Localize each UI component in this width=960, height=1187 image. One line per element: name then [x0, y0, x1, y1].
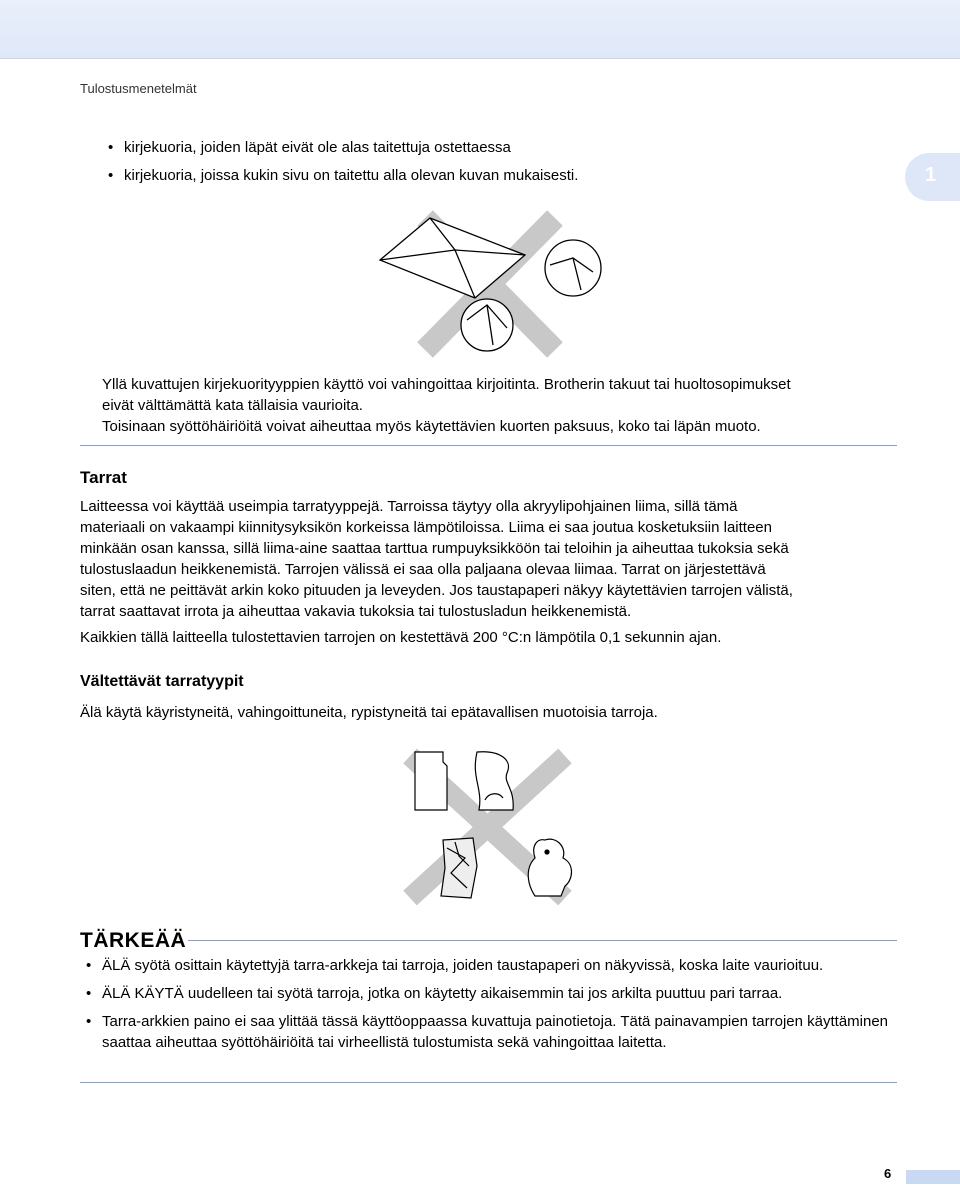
top-header-band	[0, 0, 960, 59]
labels-body: Laitteessa voi käyttää useimpia tarratyyppejä. Tarroissa täytyy olla akryylipohjainen liima, sillä tämä materiaali on vakaampi kiinnitysyksikön korkeissa lämpötiloissa. Liima ei saa joutua kosketuksiin laitteen minkään osan kanssa, sillä liima-aine saattaa tarttua rumpuyksikköön tai teloihin ja aiheuttaa tukoksia sekä tulostuslaadun heikkenemistä. Tarrojen välissä ei saa olla paljaana olevaa liimaa. Tarrat on järjestettävä siten, että ne peittävät arkin koko pituuden ja leveyden. Jos taustapaperi näkyy käytettävien tarrojen välistä, tarrat saattavat irrota ja aiheuttaa vakavia tukoksia tai tulostusladun heikkenemistä.	[80, 498, 793, 620]
important-title: TÄRKEÄÄ	[80, 929, 187, 952]
section-divider	[80, 445, 897, 446]
wrinkled-label-icon	[441, 838, 477, 898]
page-number: 6	[884, 1166, 892, 1181]
envelope-warning: Yllä kuvattujen kirjekuorityyppien käyttö voi vahingoittaa kirjoitinta. Brotherin takuut tai huoltosopimukset eivät välttämättä kata tällaisia vaurioita. Toisinaan syöttöhäiriöitä voivat aiheuttaa myös käytettävien kuorten paksuus, koko tai läpän muoto.	[102, 376, 791, 435]
curled-label-icon	[475, 752, 513, 810]
section-heading-labels: Tarrat	[80, 468, 127, 487]
chapter-tab	[905, 153, 960, 201]
temperature-note: Kaikkien tällä laitteella tulostettavien tarrojen on kestettävä 200 °C:n lämpötila 0,1 sekunnin ajan.	[80, 629, 722, 646]
envelope-icon	[380, 218, 601, 351]
page-tab	[906, 1170, 960, 1184]
list-item: • ÄLÄ KÄYTÄ uudelleen tai syötä tarroja, jotka on käytetty aikaisemmin tai jos arkilta puuttuu pari tarraa.	[86, 983, 896, 1004]
list-item: • ÄLÄ syötä osittain käytettyjä tarra-arkkeja tai tarroja, joiden taustapaperi on näkyvissä, koska laite vaurioituu.	[86, 955, 896, 976]
envelope-bullet-list	[108, 139, 578, 185]
damaged-label-icon	[415, 752, 447, 810]
bad-labels-figure	[395, 748, 585, 908]
list-item: • kirjekuoria, joiden läpät eivät ole alas taitettuja ostettaessa	[108, 139, 578, 157]
important-rule-top	[188, 940, 897, 941]
important-rule-bottom	[80, 1082, 897, 1083]
running-header: Tulostusmenetelmät	[80, 81, 197, 96]
odd-shaped-label-icon	[528, 839, 571, 896]
list-item: • Tarra-arkkien paino ei saa ylittää tässä käyttöoppaassa kuvattuja painotietoja. Tätä painavampien tarrojen käyttäminen saattaa aiheuttaa syöttöhäiriöitä tai virheellistä tulostumista sekä vahingoittaa laitetta.	[86, 1011, 896, 1053]
important-list	[86, 955, 896, 1060]
chapter-number: 1	[925, 164, 937, 186]
section-heading-avoid: Vältettävät tarratyypit	[80, 673, 244, 690]
bad-envelopes-figure	[375, 210, 605, 360]
list-item: • kirjekuoria, joissa kukin sivu on taitettu alla olevan kuvan mukaisesti.	[108, 167, 578, 185]
avoid-body: Älä käytä käyristyneitä, vahingoittuneita, rypistyneitä tai epätavallisen muotoisia tarroja.	[80, 704, 658, 721]
